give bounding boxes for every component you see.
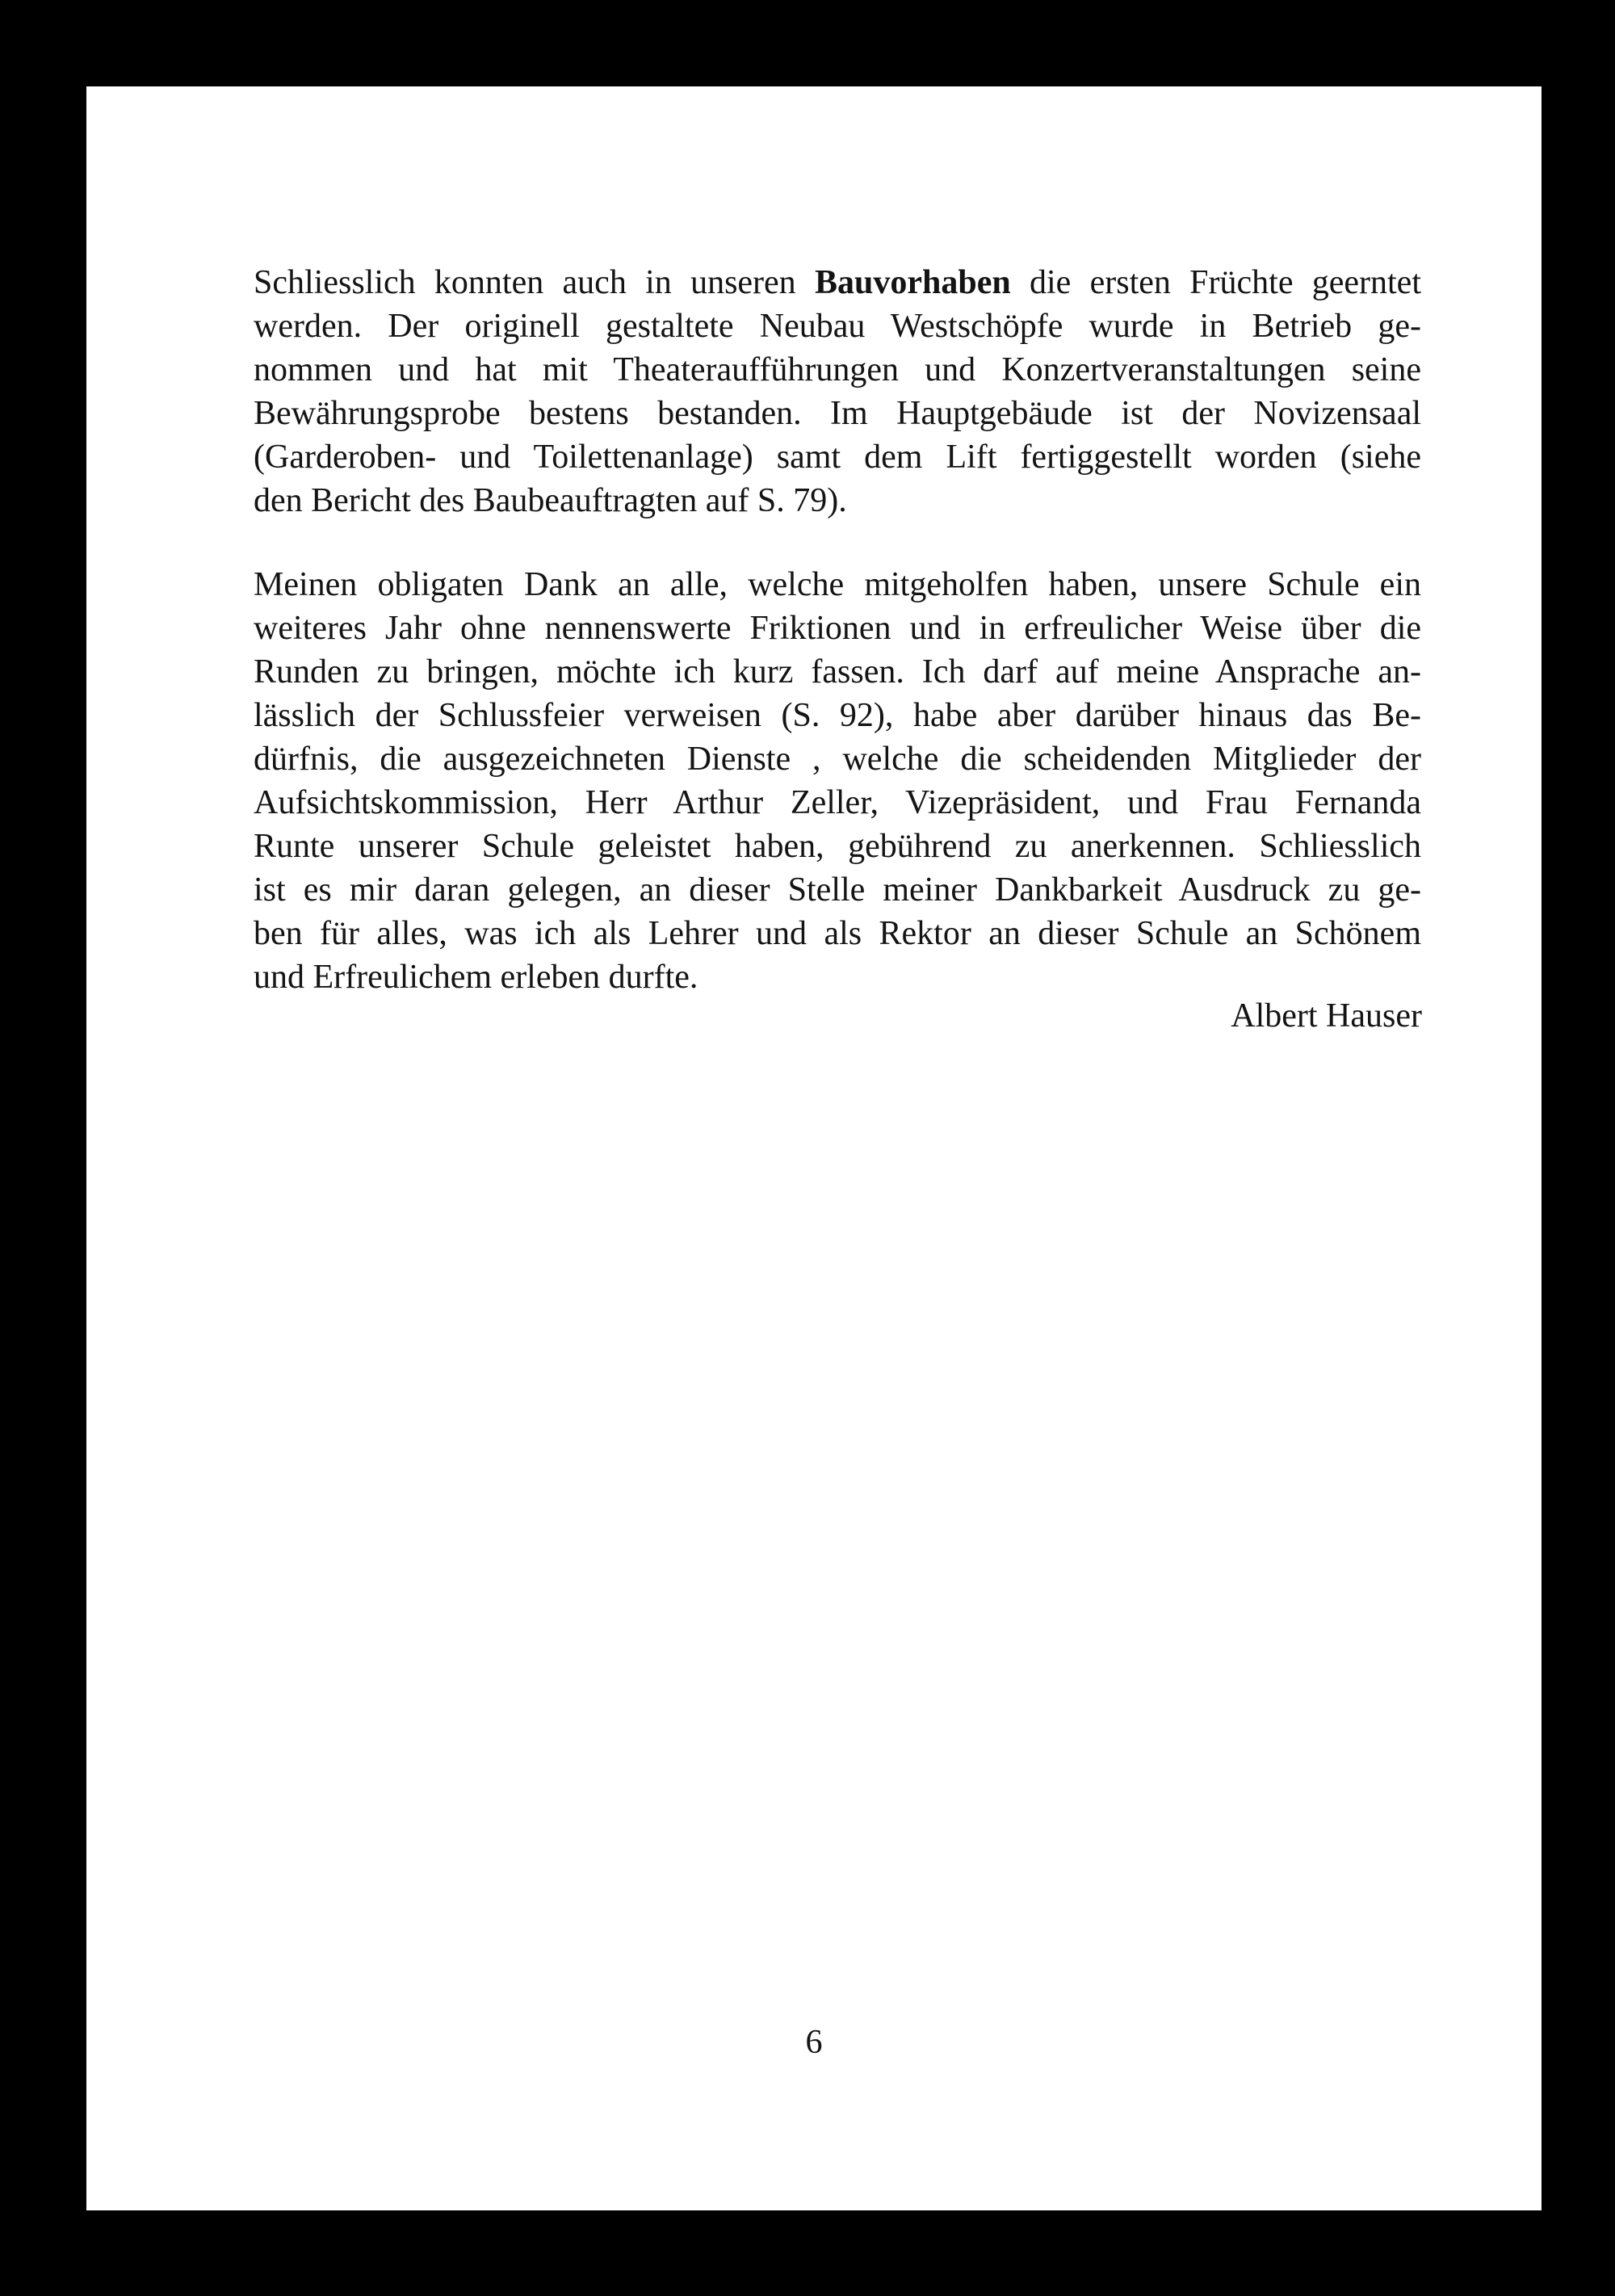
text-line: Bewährungsprobe bestens bestanden. Im Hauptgebäude ist der Novizensaal (254, 395, 1421, 432)
author-signature: Albert Hauser (1231, 997, 1422, 1035)
page-number: 6 (805, 2024, 823, 2061)
text-line: den Bericht des Baubeauftragten auf S. 79). (254, 482, 847, 519)
text-line: Aufsichtskommission, Herr Arthur Zeller, Vizepräsident, und Frau Fernanda (254, 784, 1421, 821)
text-line: (Garderoben- und Toilettenanlage) samt dem Lift fertiggestellt worden (siehe (254, 439, 1421, 476)
text-line: Meinen obligaten Dank an alle, welche mitgeholfen haben, unsere Schule ein (254, 566, 1421, 603)
text-line: Runden zu bringen, möchte ich kurz fassen. Ich darf auf meine Ansprache an- (254, 653, 1421, 690)
text-line: ben für alles, was ich als Lehrer und als Rektor an dieser Schule an Schönem (254, 915, 1421, 952)
text-line: Runte unserer Schule geleistet haben, gebührend zu anerkennen. Schliesslich (254, 828, 1421, 865)
bold-term-bauvorhaben: Bauvorhaben (814, 264, 1011, 301)
text-line (254, 261, 1421, 304)
paragraph-construction-projects (254, 261, 1421, 523)
text-line: werden. Der originell gestaltete Neubau Westschöpfe wurde in Betrieb ge- (254, 308, 1421, 345)
text-line: weiteres Jahr ohne nennenswerte Friktionen und in erfreulicher Weise über die (254, 610, 1421, 647)
paragraph-thanks (254, 563, 1421, 999)
text-segment: Schliesslich konnten auch in unseren (254, 264, 815, 301)
text-line: lässlich der Schlussfeier verweisen (S. 92), habe aber darüber hinaus das Be- (254, 697, 1421, 734)
text-line: nommen und hat mit Theateraufführungen und Konzertveranstaltungen seine (254, 351, 1421, 388)
text-segment: die ersten Früchte geerntet (1010, 264, 1421, 301)
document-page (86, 86, 1542, 2210)
text-line: ist es mir daran gelegen, an dieser Stelle meiner Dankbarkeit Ausdruck zu ge- (254, 871, 1421, 909)
text-line: und Erfreulichem erleben durfte. (254, 959, 698, 996)
text-line: dürfnis, die ausgezeichneten Dienste , welche die scheidenden Mitglieder der (254, 741, 1421, 778)
